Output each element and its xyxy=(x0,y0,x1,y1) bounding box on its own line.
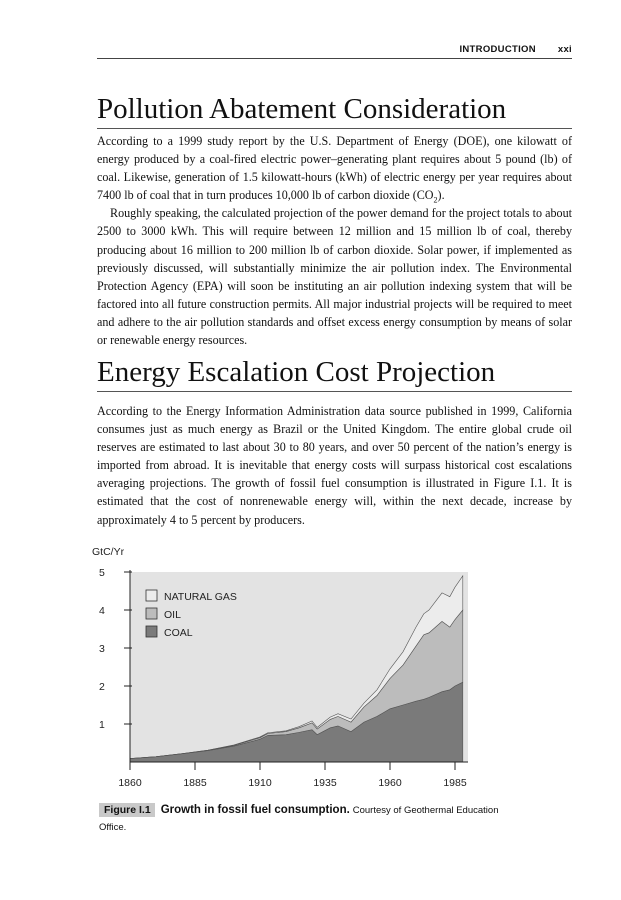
legend-swatch-natural-gas xyxy=(146,590,157,601)
page-number: xxi xyxy=(557,44,572,55)
x-tick-label: 1885 xyxy=(183,777,207,789)
running-head xyxy=(97,44,572,59)
x-tick-label: 1935 xyxy=(313,777,337,789)
heading-energy-escalation: Energy Escalation Cost Projection xyxy=(97,355,572,392)
legend-label-coal: COAL xyxy=(164,627,193,639)
x-tick-label: 1910 xyxy=(248,777,272,789)
y-tick-label: 3 xyxy=(99,643,105,655)
section1-paragraph-1: According to a 1999 study report by the U.S. Department of Energy (DOE), one kilowatt of energy produced by a coal-fired electric power–generating plant requires about 5 pound (lb) of coal. Likewise, generation of 1.5 kilowatt-hours (kWh) of electric energy per year requires about 7400 lb of coal that in turn produces 10,000 lb of carbon dioxide $(CO_2)$. xyxy=(97,134,572,205)
figure-credit: Courtesy of Geothermal Education Office. xyxy=(99,805,499,833)
y-axis-label: GtC/Yr xyxy=(92,546,125,558)
legend-swatch-coal xyxy=(146,626,157,637)
legend-label-oil: OIL xyxy=(164,609,181,621)
figure-caption xyxy=(99,802,519,836)
fossil-fuel-chart xyxy=(90,540,490,795)
section1-body xyxy=(97,132,572,349)
x-tick-label: 1960 xyxy=(378,777,402,789)
section2-paragraph-1: According to the Energy Information Administration data source published in 1999, California consumes just as much energy as Brazil or the United Kingdom. The entire global crude oil reserves are estimated to last about 30 to 80 years, and over 50 percent of the nation’s energy is imported from abroad. It is inevitable that energy costs will surpass historical cost escalations averaging projections. The growth of fossil fuel consumption is illustrated in Figure I.1. It is estimated that the cost of nonrenewable energy will, within the next decade, increase by approximately 4 to 5 percent by producers. xyxy=(97,404,572,527)
figure-i1 xyxy=(90,540,490,800)
y-tick-label: 5 xyxy=(99,567,105,579)
y-tick-label: 2 xyxy=(99,681,105,693)
x-tick-label: 1860 xyxy=(118,777,142,789)
y-tick-label: 4 xyxy=(99,605,105,617)
running-head-section: INTRODUCTION xyxy=(459,44,536,55)
x-tick-label: 1985 xyxy=(443,777,467,789)
legend-swatch-oil xyxy=(146,608,157,619)
figure-label: Figure I.1 xyxy=(99,803,155,817)
legend-label-natural-gas: NATURAL GAS xyxy=(164,591,237,603)
figure-title: Growth in fossil fuel consumption. xyxy=(160,804,350,816)
heading-pollution-abatement: Pollution Abatement Consideration xyxy=(97,92,572,129)
y-tick-label: 1 xyxy=(99,719,105,731)
section1-paragraph-2: Roughly speaking, the calculated projection of the power demand for the project totals to about 2500 to 3000 kWh. This will require between 12 million and 15 million lb of coal, thereby producing about 16 million to 200 million lb of carbon dioxide. Solar power, if implemented as previously discussed, will substantially minimize the air pollution index. The Environmental Protection Agency (EPA) will soon be instituting an air pollution indexing system that will be factored into all future construction permits. All major industrial projects will be required to meet and adhere to the air pollution standards and offset excess energy consumption by means of solar or renewable energy resources. xyxy=(97,206,572,348)
